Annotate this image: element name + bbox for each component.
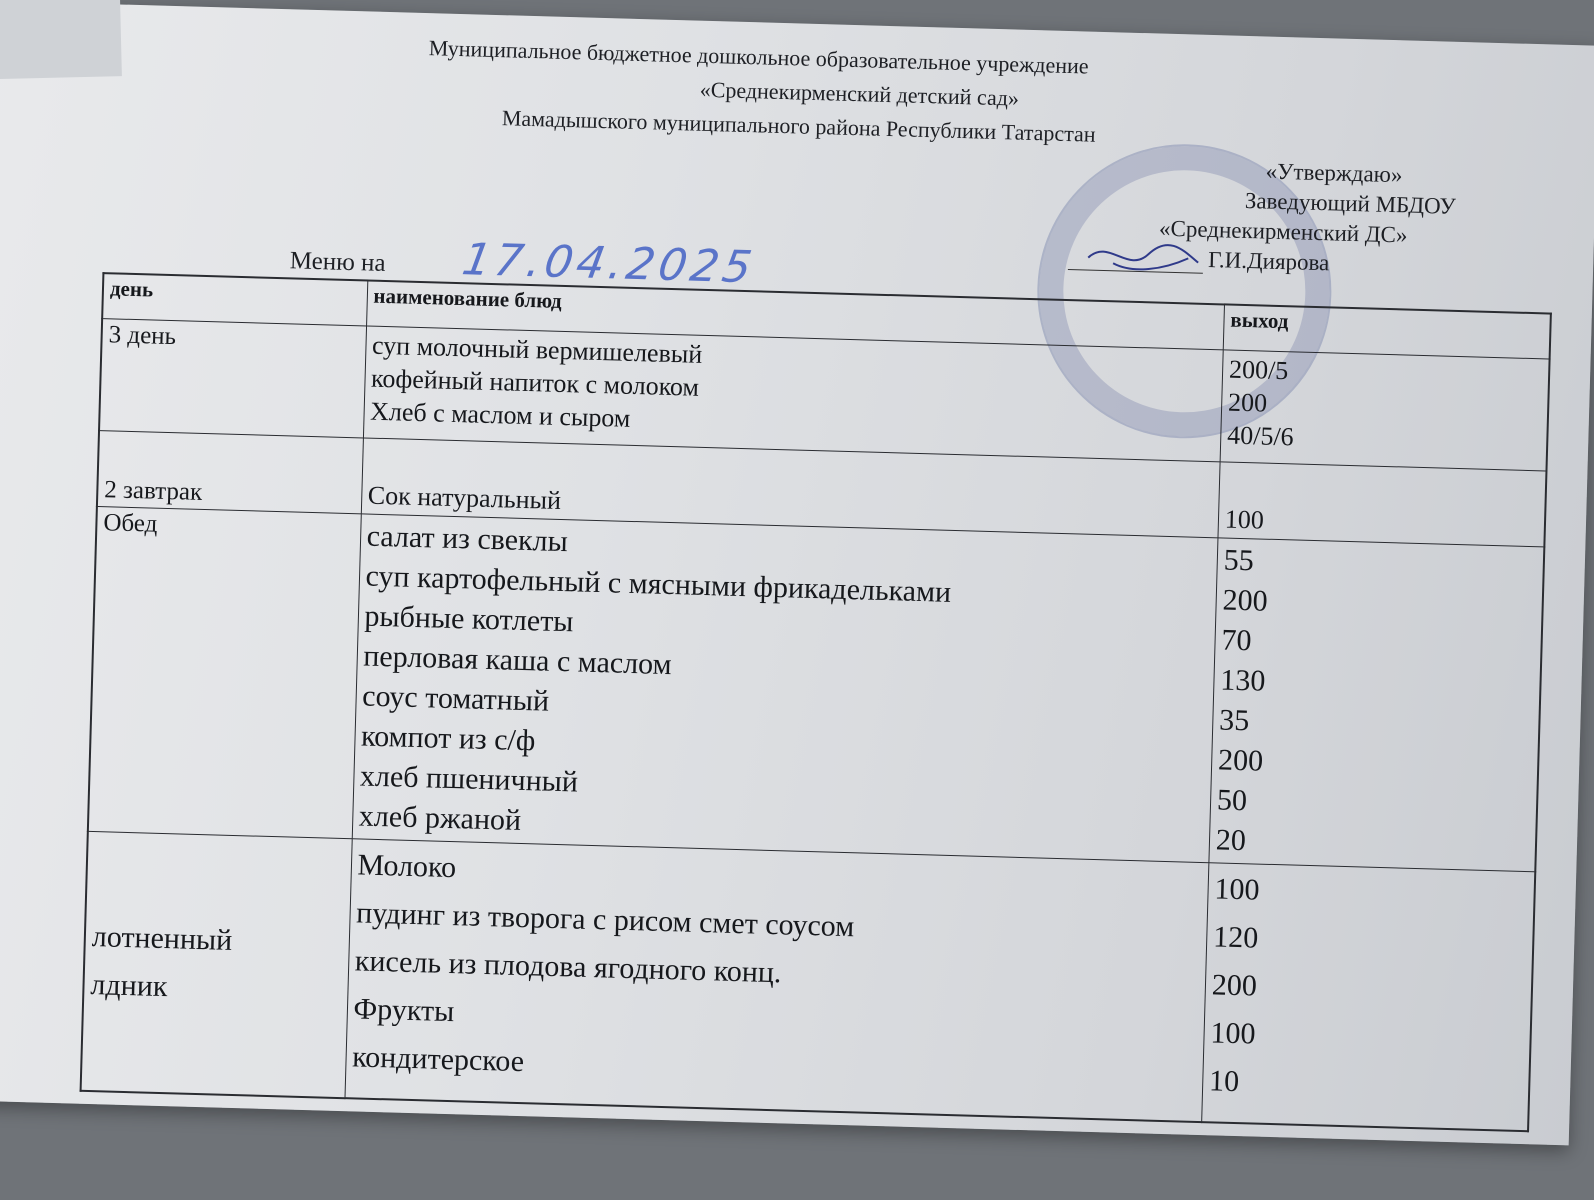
row-dishes xyxy=(352,514,1218,863)
row-yields xyxy=(1218,462,1547,547)
yield-item: 20 xyxy=(1215,823,1247,858)
yield-item: 50 xyxy=(1216,783,1248,818)
dish-item: хлеб пшеничный xyxy=(359,759,579,799)
dish-item: соус томатный xyxy=(361,679,550,718)
menu-label: Меню на xyxy=(289,247,386,277)
approval-organization: «Среднекирменский ДС» xyxy=(1158,215,1408,248)
day-label-line2: лдник xyxy=(90,968,168,1004)
row-day: Обед xyxy=(88,507,361,839)
dish-item: салат из свеклы xyxy=(366,519,569,559)
dish-item: рыбные котлеты xyxy=(364,599,574,639)
day-label-line1: лотненный xyxy=(91,920,233,957)
menu-date-handwritten: 17.04.2025 xyxy=(458,234,760,294)
dish-item: компот из с/ф xyxy=(360,719,536,758)
dish-item: Сок натуральный xyxy=(367,480,562,515)
yield-item: 55 xyxy=(1223,543,1255,578)
paper-fold xyxy=(0,0,122,80)
org-name-line2: «Среднекирменский детский сад» xyxy=(699,76,1020,111)
row-day: 2 завтрак xyxy=(97,431,363,514)
header-yield: выход xyxy=(1223,304,1551,359)
row-yields xyxy=(1209,538,1545,872)
dish-item: хлеб ржаной xyxy=(358,799,522,837)
yield-item: 100 xyxy=(1214,872,1261,907)
yield-item: 200 xyxy=(1211,968,1258,1003)
dish-item: суп молочный вермишелевый xyxy=(371,330,703,369)
row-day xyxy=(81,831,352,1098)
yield-item: 35 xyxy=(1218,703,1250,738)
yield-item: 100 xyxy=(1210,1016,1256,1051)
yield-item: 200 xyxy=(1227,387,1268,418)
header-dish: наименование блюд xyxy=(366,280,1224,349)
header-day: день xyxy=(102,273,367,326)
approval-signer: Г.И.Диярова xyxy=(1207,246,1330,276)
yield-item: 70 xyxy=(1221,623,1252,658)
yield-item: 120 xyxy=(1212,920,1259,955)
approval-title: «Утверждаю» xyxy=(1265,158,1403,188)
dish-item: кондитерское xyxy=(351,1040,525,1079)
yield-item: 200 xyxy=(1222,583,1269,618)
menu-table xyxy=(80,272,1552,1132)
yield-item: 200/5 xyxy=(1228,354,1289,386)
table-row xyxy=(81,831,1536,1131)
dish-item: суп картофельный с мясными фрикадельками xyxy=(365,559,952,609)
dish-item: Молоко xyxy=(357,848,457,885)
row-yields xyxy=(1220,350,1550,471)
dish-item: Хлеб с маслом и сыром xyxy=(369,396,631,433)
dish-item: кофейный напиток с молоком xyxy=(370,363,700,402)
yield-item: 40/5/6 xyxy=(1226,420,1295,452)
row-day: 3 день xyxy=(99,319,366,438)
dish-item: Фрукты xyxy=(353,992,455,1029)
yield-item: 130 xyxy=(1219,663,1266,698)
dish-item: кисель из плодова ягодного конц. xyxy=(354,944,782,990)
yield-item: 100 xyxy=(1224,504,1265,535)
yield-item: 10 xyxy=(1208,1064,1240,1099)
table-row xyxy=(88,507,1545,872)
dish-item: пудинг из творога с рисом смет соусом xyxy=(355,896,855,944)
row-dishes xyxy=(345,839,1209,1122)
yield-item: 200 xyxy=(1217,743,1264,778)
org-name-line1: Муниципальное бюджетное дошкольное образовательное учреждение xyxy=(428,35,1089,79)
org-name-line3: Мамадышского муниципального района Республики Татарстан xyxy=(501,105,1097,147)
dish-item: перловая каша с маслом xyxy=(362,639,673,682)
row-yields xyxy=(1202,863,1536,1132)
approval-position: Заведующий МБДОУ xyxy=(1244,187,1457,219)
